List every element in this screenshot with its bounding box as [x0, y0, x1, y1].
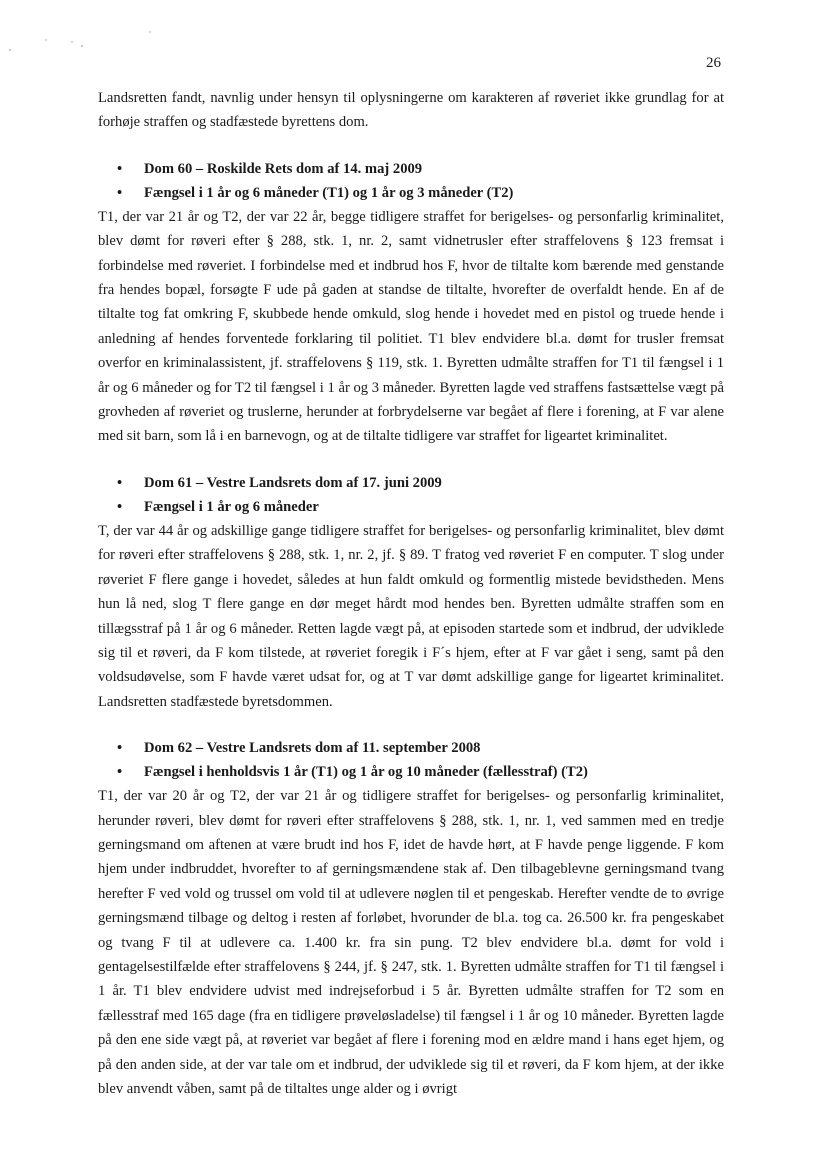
case-heading: • Dom 61 – Vestre Landsrets dom af 17. juni 2009	[98, 471, 724, 495]
case-heading-list	[98, 157, 724, 205]
case-body: T1, der var 21 år og T2, der var 22 år, begge tidligere straffet for berigelses- og personfarlig kriminalitet, blev dømt for røveri efter § 288, stk. 1, nr. 2, samt vidnetrusler efter straffelovens § 123 fremsat i forbindelse med røveriet. I forbindelse med et indbrud hos F, hvor de tiltalte kom bærende med genstande fra hendes bopæl, forsøgte F ude på gaden at standse de tiltalte, hvorefter de overfaldt hende. En af de tiltalte tog fat omkring F, skubbede hende omkuld, slog hende i hovedet med en pistol og truede hende i anledning af hendes forventede forklaring til politiet. T1 blev endvidere bl.a. dømt for trusler fremsat overfor en kriminalassistent, jf. straffelovens § 119, stk. 1. Byretten udmålte straffen for T1 til fængsel i 1 år og 6 måneder og for T2 til fængsel i 1 år og 3 måneder. Byretten lagde ved straffens fastsættelse vægt på grovheden af røveriet og truslerne, herunder at forbrydelserne var begået af flere i forening, at F var alene med sit barn, som lå i en barnevogn, og at de tiltalte tidligere var straffet for ligeartet kriminalitet.	[98, 208, 724, 445]
case-section	[98, 736, 724, 1101]
intro-paragraph: Landsretten fandt, navnlig under hensyn til oplysningerne om karakteren af røveriet ikke grundlag for at forhøje straffen og stadfæstede byrettens dom.	[98, 90, 724, 131]
case-sentence: • Fængsel i 1 år og 6 måneder (T1) og 1 år og 3 måneder (T2)	[98, 181, 724, 205]
case-body: T, der var 44 år og adskillige gange tidligere straffet for berigelses- og personfarlig kriminalitet, blev dømt for røveri efter straffelovens § 288, stk. 1, nr. 2, jf. § 89. T fratog ved røveriet F en computer. T slog under røveriet F flere gange i hovedet, således at hun faldt omkuld og formentlig mistede bevidstheden. Mens hun lå ned, slog T flere gange en dør meget hårdt mod hendes ben. Byretten udmålte straffen som en tillægsstraf på 1 år og 6 måneder. Retten lagde vægt på, at episoden startede som et indbrud, der udviklede sig til et røveri, da F kom tilstede, at røveriet foregik i F´s hjem, efter at F var gået i seng, samt på den voldsudøvelse, som F havde været udsat for, og at T var dømt adskillige gange for ligeartet kriminalitet. Landsretten stadfæstede byretsdommen.	[98, 522, 724, 710]
page-number: 26	[706, 55, 721, 71]
case-body: T1, der var 20 år og T2, der var 21 år og tidligere straffet for berigelses- og personfarlig kriminalitet, herunder røveri, blev dømt for røveri efter straffelovens § 288, stk. 1, nr. 1, ved sammen med en tredje gerningsmand om aftenen at være brudt ind hos F, idet de havde hørt, at F havde penge liggende. F kom hjem under indbruddet, hvorefter to af gerningsmændene stak af. Den tilbageblevne gerningsmand tvang herefter F ved vold og trussel om vold til at udlevere nøglen til et pengeskab. Herefter vendte de to øvrige gerningsmænd tilbage og deltog i resten af forløbet, hvorunder de bl.a. tog ca. 26.500 kr. fra pengeskabet og tvang F til at udlevere ca. 1.400 kr. fra sin pung. T2 blev endvidere bl.a. dømt for vold i gentagelsestilfælde efter straffelovens § 244, jf. § 247, stk. 1. Byretten udmålte straffen for T1 til fængsel i 1 år. T1 blev endvidere udvist med indrejseforbud i 5 år. Byretten udmålte straffen for T2 som en fællesstraf med 165 dage (fra en tidligere prøveløsladelse) til fængsel i 1 år og 10 måneder. Byretten lagde på den ene side vægt på, at røveriet var begået af flere i forening mod en ældre mand i hans eget hjem, og på den anden side, at der var tale om et indbrud, der udviklede sig til et røveri, da F kom hjem, at der ikke blev anvendt våben, samt på de tiltaltes unge alder og i øvrigt	[98, 788, 724, 1097]
page-content	[98, 86, 724, 1101]
case-heading-list	[98, 736, 724, 784]
scan-specks	[6, 26, 166, 56]
case-heading: • Dom 62 – Vestre Landsrets dom af 11. september 2008	[98, 736, 724, 760]
case-heading: • Dom 60 – Roskilde Rets dom af 14. maj 2009	[98, 157, 724, 181]
case-section	[98, 157, 724, 449]
case-heading-list	[98, 471, 724, 519]
case-section	[98, 471, 724, 714]
case-sentence: • Fængsel i henholdsvis 1 år (T1) og 1 år og 10 måneder (fællesstraf) (T2)	[98, 760, 724, 784]
case-sentence: • Fængsel i 1 år og 6 måneder	[98, 495, 724, 519]
